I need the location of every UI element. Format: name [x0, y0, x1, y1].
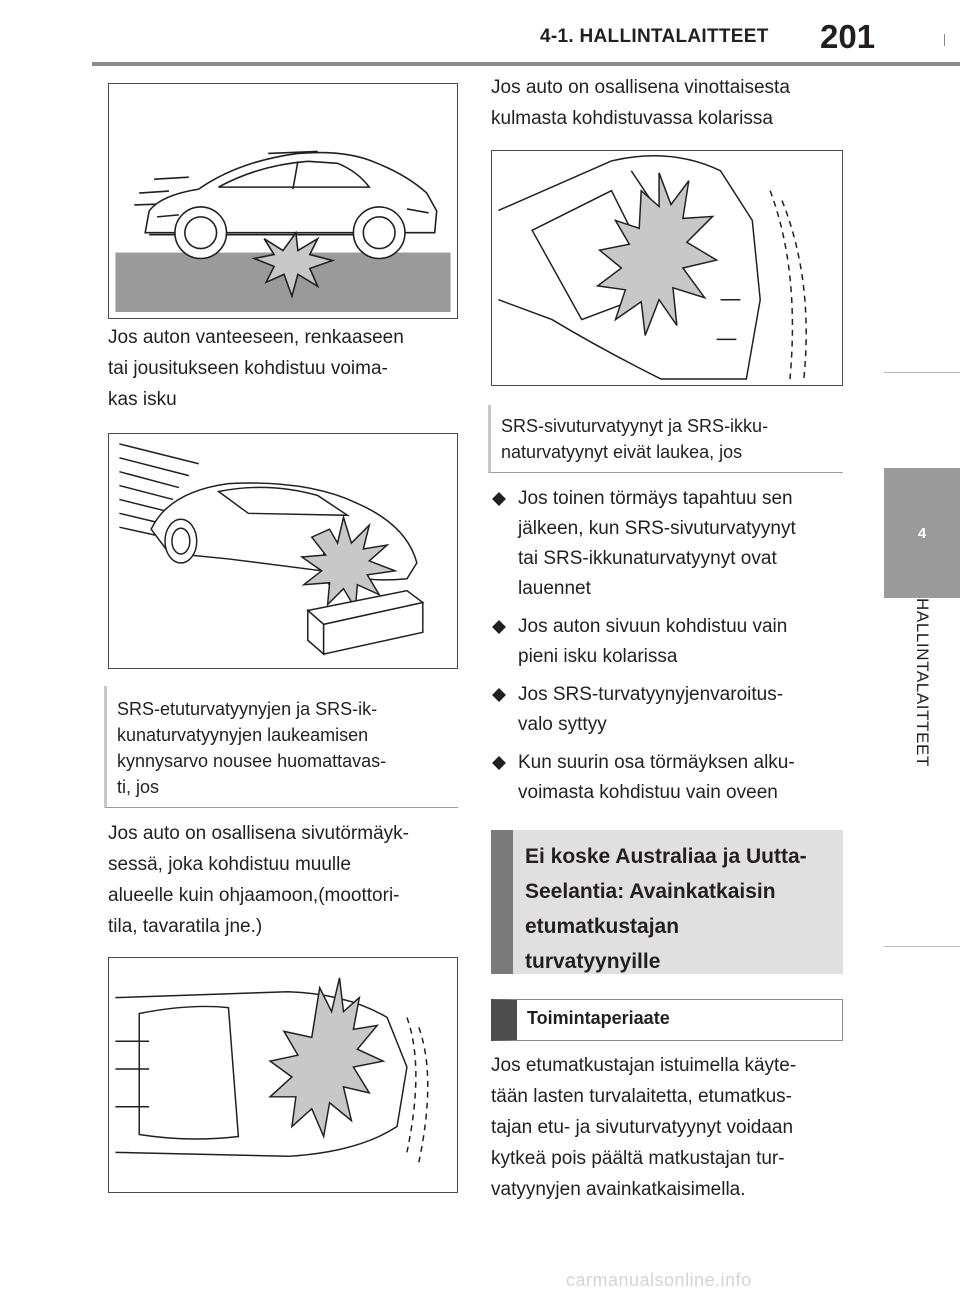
caption-no-deploy	[488, 405, 843, 473]
caption-line: SRS-etuturvatyynyjen ja SRS-ik-	[117, 699, 378, 719]
text-line: lauennet	[518, 578, 591, 599]
text-line: valo syttyy	[518, 714, 607, 735]
text-side-collision	[108, 818, 458, 942]
caption-line: SRS-sivuturvatyynyt ja SRS-ikku-	[501, 416, 769, 436]
figure-side-impact	[108, 957, 458, 1193]
list-item	[491, 748, 843, 808]
heading-line: etumatkustajan	[525, 915, 680, 938]
text-line: sessä, joka kohdistuu muulle	[108, 854, 351, 875]
text-line: tila, tavaratila jne.)	[108, 916, 263, 937]
tab-divider	[884, 372, 960, 373]
text-line: Jos auton sivuun kohdistuu vain	[518, 616, 788, 637]
text-line: Jos toinen törmäys tapahtuu sen	[518, 488, 793, 509]
text-line: kytkeä pois päältä matkustajan tur-	[491, 1148, 785, 1169]
text-line: Jos auto on osallisena sivutörmäyk-	[108, 823, 409, 844]
heading-line: turvatyynyille	[525, 950, 661, 973]
text-line: kulmasta kohdistuvassa kolarissa	[491, 108, 773, 129]
oblique-impact-illustration	[492, 151, 842, 385]
text-line: tai SRS-ikkunaturvatyynyt ovat	[518, 548, 777, 569]
text-line: alueelle kuin ohjaamoon,(moottori-	[108, 885, 400, 906]
text-line: tajan etu- ja sivuturvatyynyt voidaan	[491, 1117, 794, 1138]
text-line: kas isku	[108, 389, 177, 410]
side-impact-illustration	[109, 958, 457, 1192]
caption-line: kynnysarvo nousee huomattavas-	[117, 751, 387, 771]
caption-line: kunaturvatyynyjen laukeamisen	[117, 725, 369, 745]
heading-line: Ei koske Australiaa ja Uutta-	[525, 845, 807, 868]
chapter-label	[884, 598, 960, 878]
chapter-label-text: HALLINTALAITTEET	[913, 598, 932, 767]
text-key-switch	[491, 1050, 843, 1205]
front-impact-illustration	[109, 434, 457, 668]
caption-line: naturvatyynyt eivät laukea, jos	[501, 442, 743, 462]
section-heading-box	[491, 830, 843, 974]
figure-wheel-impact	[108, 83, 458, 319]
watermark: carmanualsonline.info	[566, 1270, 752, 1290]
bullet-list	[491, 484, 843, 816]
list-item	[491, 680, 843, 740]
text-wheel-impact	[108, 322, 458, 415]
tab-divider	[884, 946, 960, 947]
text-line: Jos etumatkustajan istuimella käyte-	[491, 1055, 797, 1076]
figure-oblique-impact	[491, 150, 843, 386]
text-line: voimasta kohdistuu vain oveen	[518, 782, 778, 803]
text-line: vatyynyjen avainkatkaisimella.	[491, 1179, 746, 1200]
text-line: tai jousitukseen kohdistuu voima-	[108, 358, 388, 379]
text-line: tään lasten turvalaitetta, etumatkus-	[491, 1086, 792, 1107]
text-line: Jos auto on osallisena vinottaisesta	[491, 77, 790, 98]
caption-threshold	[104, 686, 458, 808]
text-line: Jos SRS-turvatyynyjenvaroitus-	[518, 684, 784, 705]
text-line: jälkeen, kun SRS-sivuturvatyynyt	[518, 518, 796, 539]
text-line: Jos auton vanteeseen, renkaaseen	[108, 327, 404, 348]
sub-heading: Toimintaperiaate	[491, 999, 843, 1041]
heading-line: Seelantia: Avainkatkaisin	[525, 880, 776, 903]
crop-mark	[944, 34, 945, 46]
text-oblique-collision	[491, 72, 843, 134]
caption-line: ti, jos	[117, 777, 160, 797]
text-line: Kun suurin osa törmäyksen alku-	[518, 752, 795, 773]
header-rule	[92, 62, 960, 66]
list-item	[491, 612, 843, 672]
text-line: pieni isku kolarissa	[518, 646, 678, 667]
section-title: 4-1. HALLINTALAITTEET	[540, 26, 769, 47]
list-item	[491, 484, 843, 604]
page-number: 201	[820, 18, 876, 55]
figure-front-impact	[108, 433, 458, 669]
wheel-impact-illustration	[109, 84, 457, 318]
chapter-tab: 4	[884, 468, 960, 598]
